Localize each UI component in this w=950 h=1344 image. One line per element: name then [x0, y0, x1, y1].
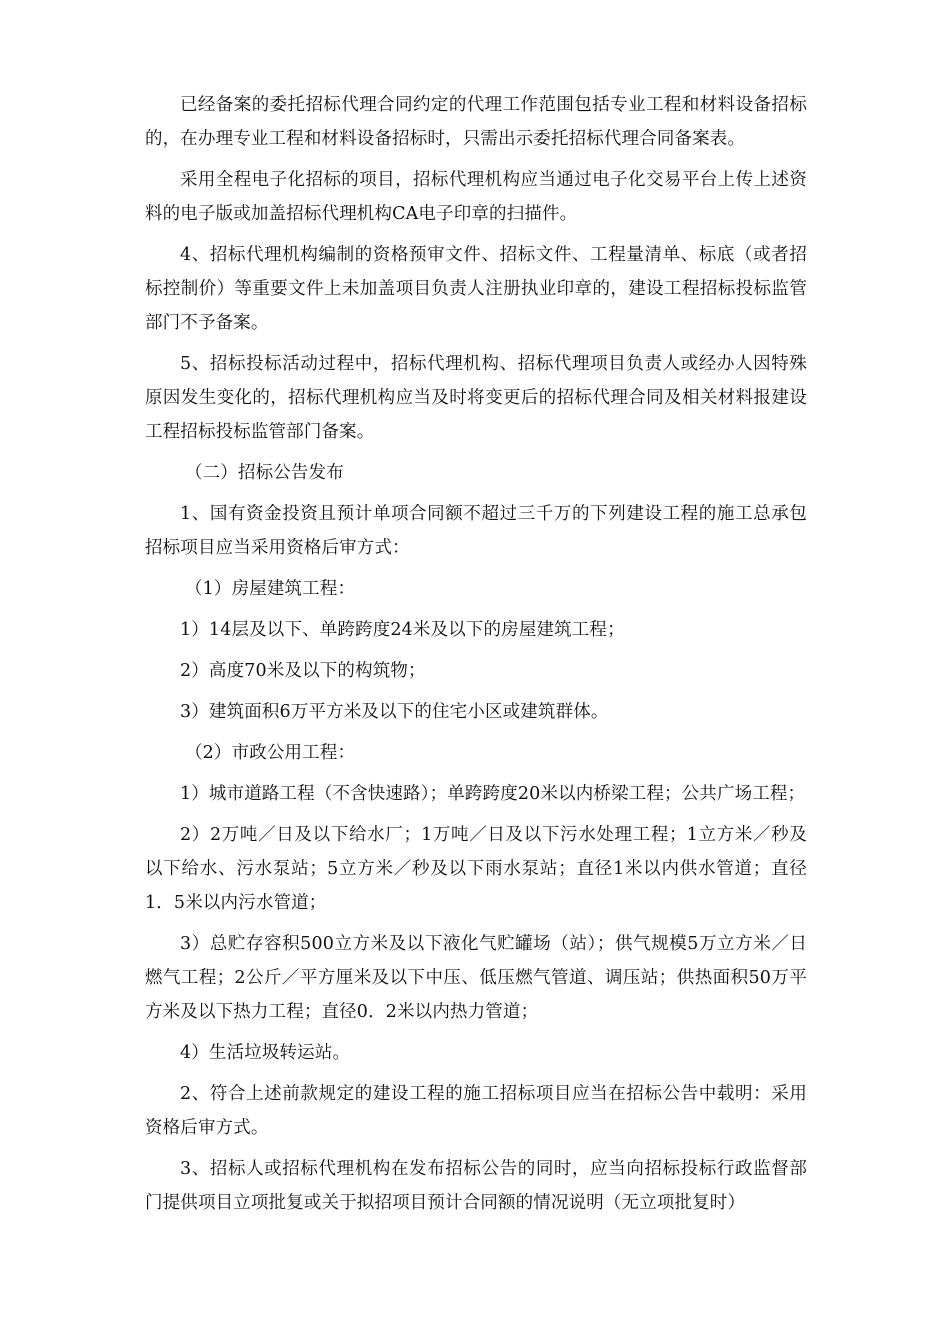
paragraph-item-5: 5、招标投标活动过程中，招标代理机构、招标代理项目负责人或经办人因特殊原因发生变化的，招标代理机构应当及时将变更后的招标代理合同及相关材料报建设工程招标投标监管部门备案。 [145, 354, 807, 442]
subheading-municipal-works: （2）市政公用工程： [185, 743, 356, 763]
paragraph-announcement-3: 3、招标人或招标代理机构在发布招标公告的同时，应当向招标投标行政监督部门提供项目立项批复或关于拟招项目预计合同额的情况说明（无立项批复时） [145, 1159, 807, 1213]
section-heading-announcement: （二）招标公告发布 [185, 463, 344, 483]
paragraph-announcement-2: 2、符合上述前款规定的建设工程的施工招标项目应当在招标公告中载明：采用资格后审方式。 [145, 1084, 807, 1138]
list-item-municipal-2: 2）2万吨／日及以下给水厂；1万吨／日及以下污水处理工程；1立方米／秒及以下给水、污水泵站；5立方米／秒及以下雨水泵站；直径1米以内供水管道；直径1．5米以内污水管道； [145, 825, 807, 913]
list-item-municipal-4: 4）生活垃圾转运站。 [180, 1043, 351, 1063]
paragraph-electronic-bidding: 采用全程电子化招标的项目，招标代理机构应当通过电子化交易平台上传上述资料的电子版或加盖招标代理机构CA电子印章的扫描件。 [145, 170, 807, 224]
list-item-building-3: 3）建筑面积6万平方米及以下的住宅小区或建筑群体。 [180, 702, 609, 722]
subheading-building-works: （1）房屋建筑工程： [185, 579, 356, 599]
list-item-building-1: 1）14层及以下、单跨跨度24米及以下的房屋建筑工程； [180, 620, 625, 640]
paragraph-announcement-1: 1、国有资金投资且预计单项合同额不超过三千万的下列建设工程的施工总承包招标项目应当采用资格后审方式： [145, 504, 807, 558]
paragraph-filing-scope: 已经备案的委托招标代理合同约定的代理工作范围包括专业工程和材料设备招标的，在办理专业工程和材料设备招标时，只需出示委托招标代理合同备案表。 [145, 95, 807, 149]
list-item-municipal-1: 1）城市道路工程（不含快速路）；单跨跨度20米以内桥梁工程；公共广场工程； [180, 784, 806, 804]
list-item-building-2: 2）高度70米及以下的构筑物； [180, 661, 426, 681]
list-item-municipal-3: 3）总贮存容积500立方米及以下液化气贮罐场（站）；供气规模5万立方米／日燃气工程；2公斤／平方厘米及以下中压、低压燃气管道、调压站；供热面积50万平方米及以下热力工程；直径0．2米以内热力管道； [145, 934, 807, 1022]
paragraph-item-4: 4、招标代理机构编制的资格预审文件、招标文件、工程量清单、标底（或者招标控制价）等重要文件上未加盖项目负责人注册执业印章的，建设工程招标投标监管部门不予备案。 [145, 245, 807, 333]
document-page [145, 88, 807, 1227]
